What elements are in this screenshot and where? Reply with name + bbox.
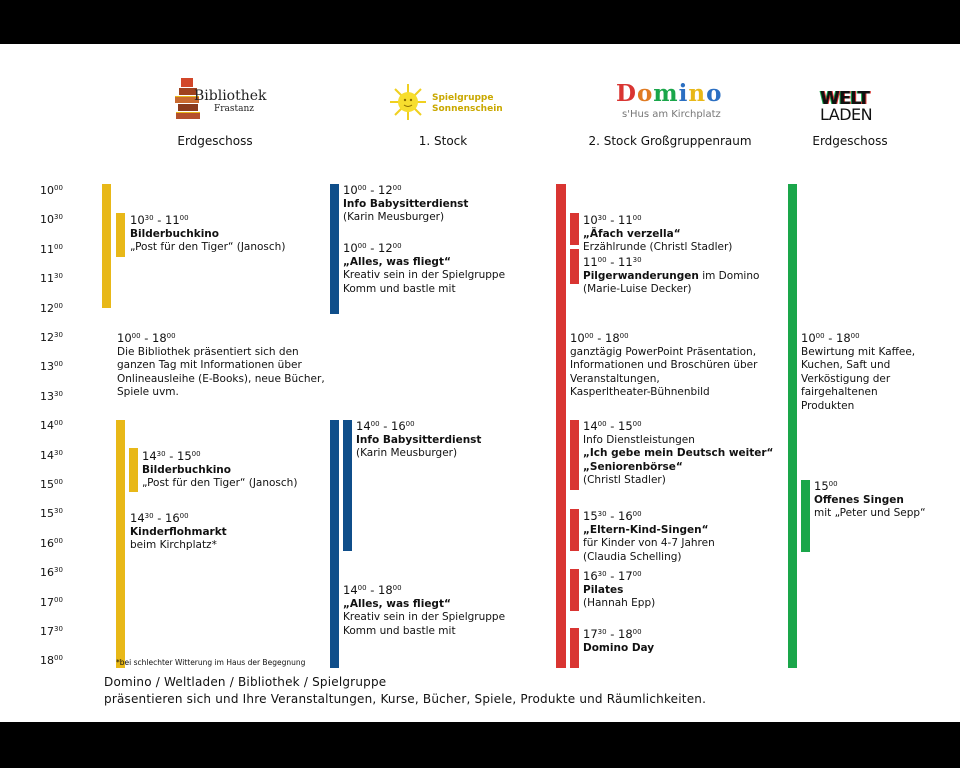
bibliothek-logo	[170, 74, 270, 124]
event-dom7-title: Domino Day	[583, 641, 655, 654]
domino-logo	[614, 80, 734, 124]
domino-logo-sub: s'Hus am Kirchplatz	[622, 109, 721, 120]
event-sp2: $10^{00} - 12^{00}$ „Alles, was fliegt“ Kreativ sein in der Spielgruppe Komm und bastle mit	[343, 241, 506, 295]
event-dom5-title: „Eltern-Kind-Singen“	[583, 523, 709, 536]
column-header-weltladen: Erdgeschoss	[812, 134, 888, 148]
domino-letter-d: D	[616, 80, 637, 107]
event-dom2: $11^{00} - 11^{30}$ Pilgerwanderungen im Domino (Marie-Luise Decker)	[583, 255, 760, 295]
time-label: $14^{30}$	[40, 449, 63, 462]
domino-letter-o: o	[636, 80, 654, 107]
bar-dom2	[570, 249, 579, 284]
event-sp1-title: Info Babysitterdienst	[343, 197, 469, 210]
bar-spielgruppe-afternoon	[330, 420, 339, 668]
time-label: $16^{30}$	[40, 566, 63, 579]
weltladen-logo	[818, 88, 888, 128]
time-label: $13^{30}$	[40, 390, 63, 403]
bar-bibliothek-morning	[102, 184, 111, 308]
bar-bibliothek-afternoon	[116, 420, 125, 668]
time-label: $17^{00}$	[40, 596, 63, 609]
bibliothek-logo-line1: Bibliothek	[194, 88, 267, 104]
time-label: $12^{00}$	[40, 302, 63, 315]
time-label: $12^{30}$	[40, 331, 63, 344]
event-dom6-title: Pilates	[583, 583, 624, 596]
event-sp1: $10^{00} - 12^{00}$ Info Babysitterdienst (Karin Meusburger)	[343, 183, 469, 223]
footer-line1: Domino / Weltladen / Bibliothek / Spielgruppe	[104, 675, 387, 689]
bar-wl2	[801, 480, 810, 552]
footer-line2: präsentieren sich und Ihre Veranstaltungen, Kurse, Bücher, Spiele, Produkte und Räumlichkeiten.	[104, 692, 707, 706]
column-header-domino: 2. Stock Großgruppenraum	[588, 134, 752, 148]
event-bib2: $10^{00} - 18^{00}$ Die Bibliothek präsentiert sich den ganzen Tag mit Informationen über Onlineausleihe (E-Books), neue Bücher, Spiele uvm.	[117, 331, 325, 398]
time-label: $10^{30}$	[40, 213, 63, 226]
time-label: $16^{00}$	[40, 537, 63, 550]
event-dom6: $16^{30} - 17^{00}$ Pilates (Hannah Epp)	[583, 569, 656, 609]
event-sp3: $14^{00} - 16^{00}$ Info Babysitterdienst (Karin Meusburger)	[356, 419, 482, 459]
bibliothek-logo-line2: Frastanz	[214, 104, 255, 114]
time-label: $13^{00}$	[40, 360, 63, 373]
time-label: $14^{00}$	[40, 419, 63, 432]
event-dom3: $10^{00} - 18^{00}$ ganztägig PowerPoint Präsentation, Informationen und Broschüren über Veranstaltungen, Kasperltheater-Bühnenbild	[570, 331, 758, 398]
event-sp3-title: Info Babysitterdienst	[356, 433, 482, 446]
time-label: $10^{00}$	[40, 184, 63, 197]
event-wl1: $10^{00} - 18^{00}$ Bewirtung mit Kaffee, Kuchen, Saft und Verköstigung der fairgehaltenen Produkten	[801, 331, 916, 412]
event-bib4-title: Kinderflohmarkt	[130, 525, 227, 538]
weltladen-logo-line2: LADEN	[820, 105, 873, 124]
schedule-page	[0, 44, 960, 722]
weltladen-logo-line1: WELT	[820, 88, 869, 109]
bar-bib3	[129, 448, 138, 492]
bar-dom7	[570, 628, 579, 668]
event-dom1: $10^{30} - 11^{00}$ „Äfach verzella“ Erzählrunde (Christl Stadler)	[583, 213, 733, 253]
spielgruppe-logo-line2: Sonnenschein	[432, 104, 503, 114]
event-dom7: $17^{30} - 18^{00}$ Domino Day	[583, 627, 655, 654]
bar-dom5	[570, 509, 579, 551]
event-bib3-title: Bilderbuchkino	[142, 463, 231, 476]
bar-weltladen-main	[788, 184, 797, 668]
event-dom2-title: Pilgerwanderungen	[583, 269, 699, 282]
spielgruppe-logo	[388, 82, 508, 122]
time-label: $17^{30}$	[40, 625, 63, 638]
event-bib4: $14^{30} - 16^{00}$ Kinderflohmarkt beim Kirchplatz*	[130, 511, 227, 551]
column-header-spielgruppe: 1. Stock	[418, 134, 468, 148]
event-sp2-title: „Alles, was fliegt“	[343, 255, 451, 268]
event-dom1-title: „Äfach verzella“	[583, 227, 681, 240]
time-label: $18^{00}$	[40, 654, 63, 667]
event-dom4-title2: „Seniorenbörse“	[583, 460, 683, 473]
time-label: $15^{00}$	[40, 478, 63, 491]
event-wl2-title: Offenes Singen	[814, 493, 904, 506]
event-sp4-title: „Alles, was fliegt“	[343, 597, 451, 610]
time-label: $11^{00}$	[40, 243, 63, 256]
bar-dom6	[570, 569, 579, 611]
event-bib1: $10^{30} - 11^{00}$ Bilderbuchkino „Post für den Tiger“ (Janosch)	[130, 213, 286, 253]
time-label: $15^{30}$	[40, 507, 63, 520]
domino-letter-m: m	[653, 80, 679, 107]
event-wl2: $15^{00}$ Offenes Singen mit „Peter und Sepp“	[814, 479, 926, 519]
bar-dom1	[570, 213, 579, 245]
weather-note: *bei schlechter Witterung im Haus der Begegnung	[116, 658, 306, 667]
spielgruppe-logo-line1: Spielgruppe	[432, 93, 494, 103]
domino-letter-n: n	[688, 80, 707, 107]
event-dom4: $14^{00} - 15^{00}$ Info Dienstleistungen „Ich gebe mein Deutsch weiter“ „Seniorenbörse“ (Christl Stadler)	[583, 419, 774, 486]
footer	[104, 674, 706, 708]
event-sp4: $14^{00} - 18^{00}$ „Alles, was fliegt“ Kreativ sein in der Spielgruppe Komm und bastle mit	[343, 583, 506, 637]
event-dom4-title: „Ich gebe mein Deutsch weiter“	[583, 447, 774, 459]
bar-domino-main	[556, 184, 566, 668]
time-label: $11^{30}$	[40, 272, 63, 285]
column-header-bibliothek: Erdgeschoss	[177, 134, 253, 148]
domino-letter-o2: o	[706, 80, 723, 107]
domino-letter-i: i	[678, 80, 689, 107]
bar-dom4	[570, 420, 579, 490]
bar-spielgruppe-morning	[330, 184, 339, 314]
event-dom5: $15^{30} - 16^{00}$ „Eltern-Kind-Singen“ für Kinder von 4-7 Jahren (Claudia Schelling)	[583, 509, 715, 563]
bar-sp3	[343, 420, 352, 551]
event-bib1-title: Bilderbuchkino	[130, 227, 219, 240]
sun-icon	[388, 82, 428, 122]
bar-bib1	[116, 213, 125, 257]
event-bib3: $14^{30} - 15^{00}$ Bilderbuchkino „Post für den Tiger“ (Janosch)	[142, 449, 298, 489]
